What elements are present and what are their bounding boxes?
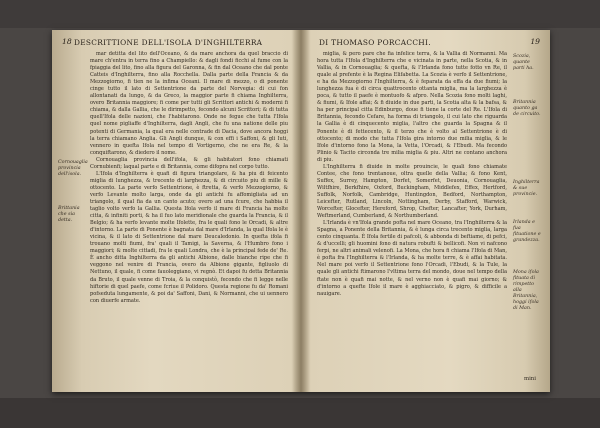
catchword: mini (523, 376, 536, 382)
background-top (0, 0, 600, 28)
right-page-number: 19 (530, 37, 540, 46)
right-margin-note: Irlanda e fua fituatione e grandezza. (513, 220, 541, 243)
right-margin-note: Mona ifola fituata di rimpetto alla Britannia, hoggi ifola di Man. (513, 270, 539, 311)
left-body-text (90, 51, 288, 373)
right-margin-note: Inghilterra & sue provincie. (513, 180, 540, 197)
right-margin-note: Britannia quanto ga de circuito. (513, 100, 541, 117)
background-bottom (0, 398, 600, 428)
right-running-head: DI THOMASO PORCACCHI. (319, 38, 431, 47)
right-margin-note: Scozia, quante parti ha. (513, 54, 534, 71)
left-paragraph: Cornouaglia provincia dell'ifola, & gli habitatori fono chiamati Cornubienfi; laqual parte e di Britannia, come difopra nel corpo tutto. (90, 156, 288, 170)
book-spread (52, 30, 550, 392)
right-paragraph: miglia, & pero pare che fia infelice terra, & la Vallia di Normanni. Ma hora tutta l'Ifola d'Inghilterra che e vicinata in parte, nella Scotia, & in Vallia, & in Cornouaglia; & quefta, & l'Irlanda fono tutte fotto vn Re, il quale al prefente è la Regina Elifabetta. La Scozia è verfo il Settentrione, e ha da Mezzogiorno l'Inghilterra, & è feparata da effa da due fiumi; la lunghezza fua è di circa quattrocento ottanta miglia, ma la larghezza è poca, & tutto il paefe è montuofo & afpro. Nella Scozia fono molti laghi, & fiumi, & Ifole affai; & fi diuide in due parti, la Scotia alta & la bafsa, & ha per principal citta Edinburgo, doue fi tiene la corte del Re. L'Ifola di Britannia, fecondo Cefare, ha forma di triangolo, il cui lato che riguarda la Gallia è di cinquecento miglia, l'altro che guarda la Spagna & il Ponente è di fettecento, & il terzo che è volto al Settentrione è di ottocento; di modo che tutta l'Ifola gira intorno due milia miglia, & le Ifole d'intorno fono la Mona, la Vetta, l'Orcadi, & l'Ebudi. Ma fecondo Plinio & Tacito circonda tre milia miglia & piu. Altri ne contano anchora di piu. (317, 51, 507, 163)
right-body-text (317, 51, 507, 373)
left-page (52, 30, 301, 392)
left-page-number: 18 (62, 37, 72, 46)
right-page (301, 30, 550, 392)
left-running-head: DESCRITTIONE DELL'ISOLA D'INGHILTERRA (74, 38, 263, 47)
left-margin-note: Brittania che sia detta. (58, 206, 80, 223)
left-paragraph: mar detitta del lito dell'Oceano, & da mare anchora da quel braccio di mare ch'entra in terra fino a Champiello: & dagli fondi ficchi al fume con la fpiaggia del lito, fino alla figura del Garonna, & fin dal Oceano che dal ponte Catteis d'Inghilterra, fino alla Rocchella. Dalla parte della Francia & da Mezzogiorno, fi tien ne la infima Oceani. Il mare di mezzo, o di ponente cinge tutto il lato di Settentrione da parte del Norvegia: di cui fon allontanati da lungo, & da Greco, la maggior parte fi chiama Inghilterra, overo Britannia maggiore; fi come per tutti gli Scrittori antichi & moderni fi chiama, & dalla Gallia, che le dirimpetto, fecondo alcuni Scrittori; & di tutta quell'Ifola delle nazioni, che l'habitarono. Onde ne fegue che tutta l'Ifola quel nome pigliaffe d'Inghilterra, dagli Angli, che fu una natione delle piu potenti di Germania, la qual era nelle contrade di Dacia, dove ancora hoggi la terra chiamano Anglia. Gli Angli dunque, & con effi i Saffoni, & gli Iuti, vennero in quefta Ifola nel tempo di Vortigerno, che ne era Re, & la conquiftarono, & diedero il nome. (90, 51, 288, 156)
right-paragraph: L'Irlanda è vn'Ifola grande pofta nel mare Oceano, tra l'Inghilterra & la Spagna, a Ponente della Britannia, & è lunga circa trecento miglia, larga cento cinquanta. È Ifola fertile di pafcoli, & abbonda di beftiame, di pefci, & d'uccelli; gli huomini fono di natura robufti & bellicofi. Non vi nafcono ferpi, ne altri animali velenofi. La Mona, che hora fi chiama l'Ifola di Man, è pofta fra l'Inghilterra & l'Irlanda, & ha molte terre, & è affai habitata. Nel mare poi verfo il Settentrione fono l'Orcadi, l'Ebudi, & la Tule, la quale gli antichi ftimarono l'vltima terra del mondo, doue nel tempo della ftate non è quafi mai notte, & nel verno non è quafi mai giorno; & d'intorno a quefte Ifole il mare è agghiacciato, & pigro, & difficile a nauigare. (317, 220, 507, 297)
right-paragraph: L'Inghilterra fi diuide in molte prouincie, le quali fono chiamate Contee, che fono trentanoue, oltra quelle della Vallia; & fono Kent, Suffex, Surrey, Hampton, Dorfet, Somerfet, Deuonia, Cornouaglia, Wiltfhire, Berkfhire, Oxford, Buckingham, Middlefex, Effex, Hertford, Suffolk, Norfolk, Cambridge, Huntingdon, Bedford, Northampton, Leicefter, Rutland, Lincoln, Nottingham, Derby, Stafford, Warwick, Worcefter, Glocefter, Hereford, Shrop, Chefter, Lancafter, York, Durham, Weftmerland, Cumberland, & Northumberland. (317, 163, 507, 220)
left-margin-note: Cornouaglia provincia dell'isola. (58, 160, 88, 177)
left-paragraph: L'Ifola d'Inghilterra è quafi di figura triangolare, & ha piu di feicento miglia di lunghezza, & trecento di larghezza, & di circuito piu di mille & ottocento. La parte verfo Settentrione, è ftretta, & verfo Mezzogiorno, & verfo Levante molto larga, onde da gli antichi fu affomigliata ad un triangolo, il qual fia da un canto acuto; overo ad una fcure, che habbia il taglio volto verfo la Gallia. Questa Ifola verfo il mare di Francia ha molte citta, & infiniti porti, & ha il fuo lato meridionale che guarda la Francia, & il Belgio; & ha verfo levante molte Ifolette, fra le quali fono le Orcadi, & altre d'intorno. La parte di Ponente è bagnata dal mare d'Irlanda, la qual Ifola le è vicina, & il lato di Settentrione dal mare Deucaledonio. In quefta ifola fi trouano molti fiumi, fra' quali il Tamigi, la Saverna, & l'Humbro fono i maggiori; & molte cittadi, fra le quali Londra, che è la principal fede de' Re. È ancho ditta Inghilterra da gli antichi Albione, dalle bianche ripe che fi veggono nel venire di Francia, overo da Albione gigante, figliuolo di Nettuno, il quale, fi come fauoleggiano, vi regnò. Et dapoi fu detta Britannia da Bruto, il quale venne di Troia, & la conquistò, fecondo che fi legge nelle hiftorie di quel paefe, come fcriue il Polidoro. Questa regione fu da' Romani pofseduta lungamente, & poi da' Saffoni, Dani, & Normanni, che ui uennero con diuerfe armate. (90, 170, 288, 304)
